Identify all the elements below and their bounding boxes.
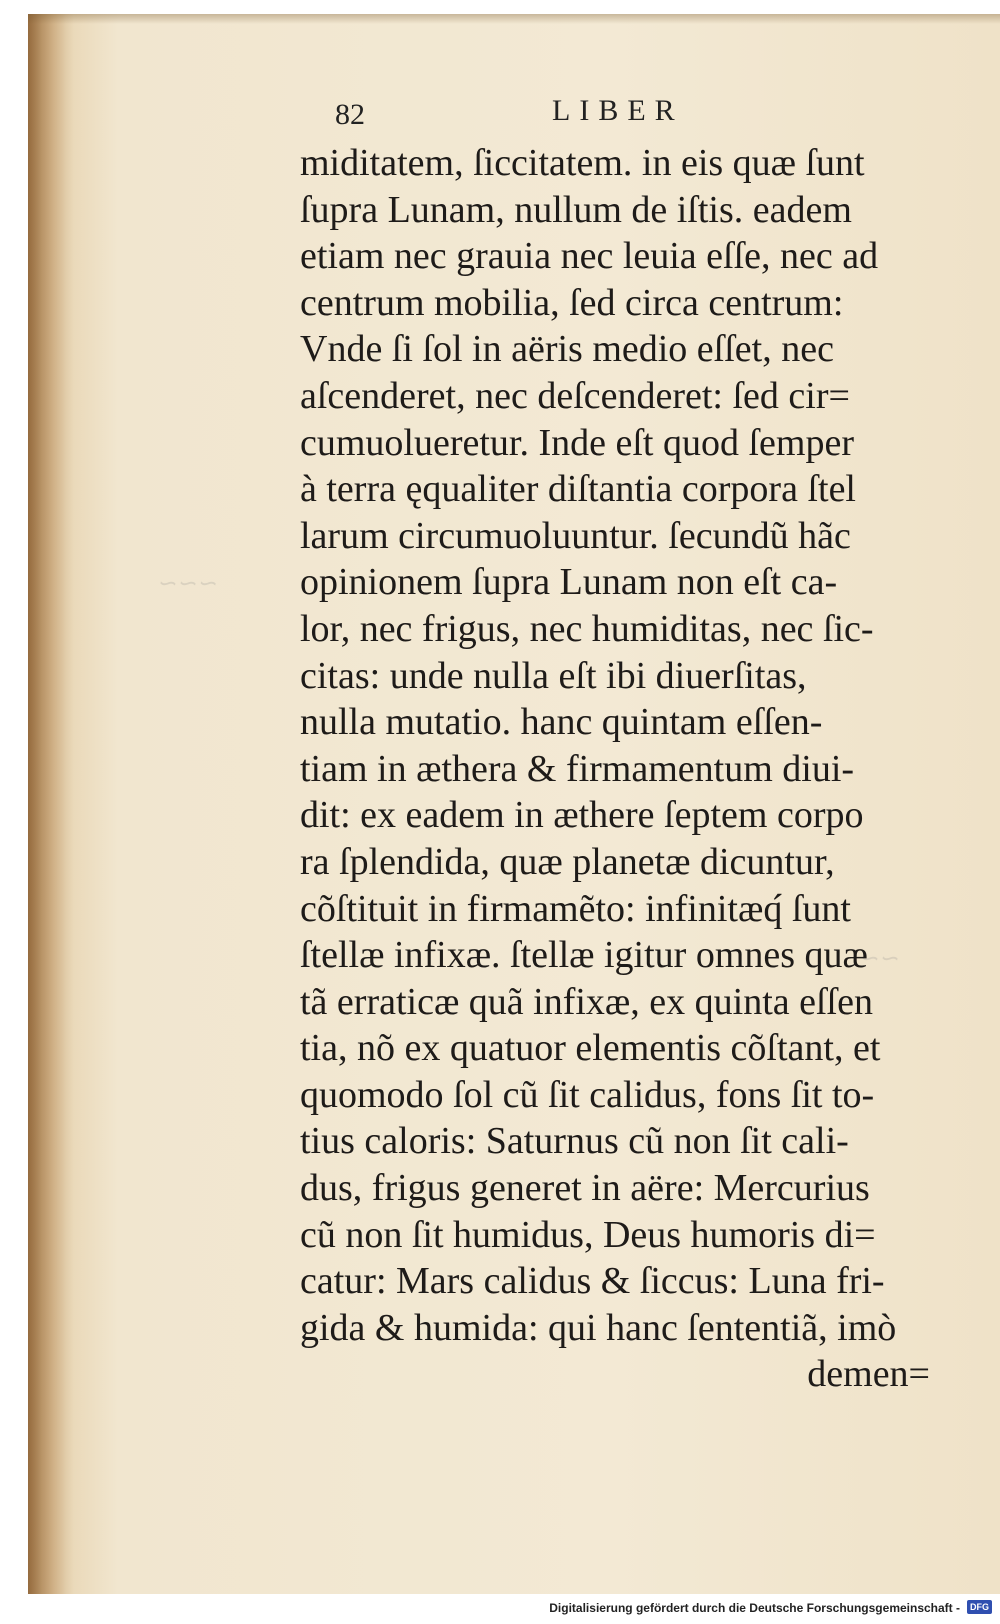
page-gutter-shadow (28, 14, 74, 1594)
text-line: etiam nec grauia nec leuia eſſe, nec ad (300, 235, 879, 278)
text-line: ſtellæ infixæ. ſtellæ igitur omnes quæ (300, 934, 868, 977)
text-line: catur: Mars calidus & ſiccus: Luna fri- (300, 1260, 885, 1303)
text-line: tiam in æthera & firmamentum diui- (300, 747, 855, 790)
text-line: tã erraticæ quã infixæ, ex quinta eſſen (300, 980, 873, 1023)
text-line: larum circumuoluuntur. ſecundũ hãc (300, 514, 851, 557)
text-line: lor, nec frigus, nec humiditas, nec ſic- (300, 607, 874, 650)
text-line: opinionem ſupra Lunam non eſt ca- (300, 561, 838, 604)
text-line: ra ſplendida, quæ planetæ dicuntur, (300, 840, 835, 883)
text-line: nulla mutatio. hanc quintam eſſen- (300, 701, 823, 744)
text-line: ſupra Lunam, nullum de iſtis. eadem (300, 188, 852, 231)
text-line: aſcenderet, nec deſcenderet: ſed cir= (300, 374, 850, 417)
funding-credit: Digitalisierung gefördert durch die Deutsche Forschungsgemeinschaft - (549, 1601, 960, 1615)
text-line: cõſtituit in firmamẽto: infinitæq́ ſunt (300, 887, 851, 930)
text-block (300, 140, 970, 1398)
text-line: citas: unde nulla eſt ibi diuerſitas, (300, 654, 807, 697)
running-title: LIBER (552, 94, 684, 127)
text-line: cũ non ſit humidus, Deus humoris di= (300, 1213, 876, 1256)
bleed-through-shadow: ∽∽∽ (156, 571, 217, 597)
text-line: dit: ex eadem in æthere ſeptem corpo (300, 794, 864, 837)
catchword: demen= (807, 1353, 930, 1396)
digitization-footer (0, 1596, 1000, 1624)
text-line: centrum mobilia, ſed circa centrum: (300, 281, 844, 324)
text-line: dus, frigus generet in aëre: Mercurius (300, 1167, 870, 1210)
text-line: gida & humida: qui hanc ſententiã, imò (300, 1306, 897, 1349)
bleed-through-shadow: ∽∽ (858, 946, 899, 972)
running-head (300, 88, 960, 138)
page-number: 82 (335, 98, 365, 131)
text-line: tia, nõ ex quatuor elementis cõſtant, et (300, 1027, 881, 1070)
dfg-logo: DFG (967, 1600, 992, 1614)
text-line: quomodo ſol cũ ſit calidus, fons ſit to- (300, 1073, 875, 1116)
page-top-shadow (28, 14, 1000, 24)
text-line: miditatem, ſiccitatem. in eis quæ ſunt (300, 142, 865, 184)
text-line: tius caloris: Saturnus cũ non ſit cali- (300, 1120, 849, 1163)
text-line: à terra ęqualiter diſtantia corpora ſtel (300, 468, 856, 511)
text-line: Vnde ſi ſol in aëris medio eſſet, nec (300, 328, 834, 371)
book-page (28, 14, 1000, 1594)
text-line: cumuolueretur. Inde eſt quod ſemper (300, 421, 854, 464)
